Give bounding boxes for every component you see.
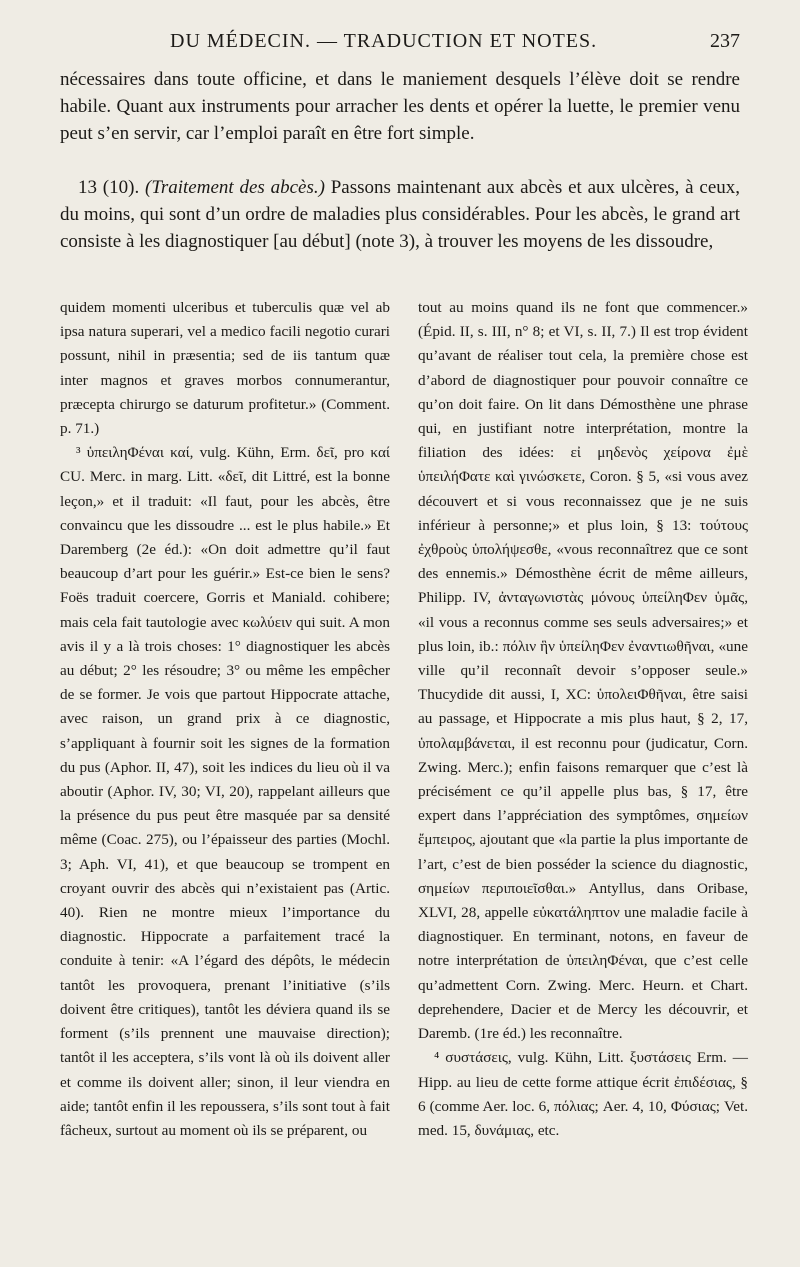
footnote-4: ⁴ συστάσεις, vulg. Kühn, Litt. ξυστάσεις Erm. — Hipp. au lieu de cette forme attique écrit ἐπιδέσιας, § 6 (comme Aer. loc. 6, πόλιας; Aer. 4, 10, Φύσιας; Vet. med. 15, δυνάμιας, etc. xyxy=(418,1049,748,1139)
section-text: Passons maintenant aux abcès et aux ulcères, à ceux, du moins, qui sont d’un ordre de maladies plus considérables. Pour les abcès, le grand art consiste à les diagnostiquer [au début] (note 3), à trouver les moyens de les dissoudre, xyxy=(60,177,741,252)
section-title: (Traitement des abcès.) xyxy=(145,177,325,198)
intro-paragraph: nécessaires dans toute officine, et dans le maniement desquels l’élève doit se rendre habile. Quant aux instruments pour arracher les dents et opérer la luette, le premier venu peut s’en servir, car l’emploi paraît en être fort simple. xyxy=(60,69,740,144)
running-title: DU MÉDECIN. — TRADUCTION ET NOTES. xyxy=(170,30,598,52)
section-13-paragraph xyxy=(60,174,740,255)
notes-left-column xyxy=(60,296,390,1143)
footnote-3: ³ ὑπειληΦέναι καί, vulg. Kühn, Erm. δεῖ, pro καί CU. Merc. in marg. Litt. «δεῖ, dit Littré, est la bonne leçon,» et il traduit: «Il faut, pour les abcès, être convaincu que les dissoudre ... est le plus habile.» Et Daremberg (2e éd.): «On doit admettre qu’il faut beaucoup d’art pour les guérir.» Est-ce bien le sens? Foës traduit coercere, Gorris et Manіald. cohibere; mais cela fait tautologie avec κωλύειν qui suit. A mon avis il y a là trois choses: 1° diagnostiquer les abcès au début; 2° les résoudre; 3° ou même les empêcher de se former. Je vois que partout Hippocrate attache, avec raison, un grand prix à ce diagnostic, s’appliquant à fournir soit les signes de la formation du pus (Aphor. II, 47), soit les indices du lieu où il va aboutir (Aphor. IV, 30; VI, 20), rappelant ailleurs que la présence du pus peut être masquée par sa densité même (Coac. 275), ou l’épaisseur des parties (Mochl. 3; Aph. VI, 41), et que beaucoup se trompent en croyant ouvrir des abcès qui n’existaient pas (Artic. 40). Rien ne montre mieux l’importance du diagnostic. Hippocrate a parfaitement tracé la conduite à tenir: «A l’égard des dépôts, le médecin tantôt les provoquera, prenant l’initiative (s’ils doivent être critiques), tantôt les déviera quand ils se forment (s’ils prennent une mauvaise direction); tantôt il les acceptera, s’ils vont là où ils doivent aller et comme ils doivent aller; sinon, il leur viendra en aide; tantôt enfin il les repoussera, s’ils sont tout à fait fâcheux, surtout au moment où ils se préparent, ou xyxy=(60,444,390,1139)
notes-right-column xyxy=(418,296,748,1143)
section-number: 13 (10). xyxy=(78,177,140,198)
footnote-3-continued: tout au moins quand ils ne font que commencer.» (Épid. II, s. III, n° 8; et VI, s. II, 7.) Il est trop évident qu’avant de réaliser tout cela, la première chose est d’abord de diagnostiquer pour pouvoir connaître ce qu’on doit faire. On lit dans Démosthène une phrase qui, en justifiant notre interprétation, montre la filiation des idées: εἰ μηδενὸς χείρονα ἐμὲ ὑπειλήΦατε καὶ γινώσκετε, Coron. § 5, «si vous avez découvert et si vous reconnaissez que je ne suis inférieur à personne;» et plus loin, § 13: τούτους ἐχθροὺς ὑπολήψεσθε, «vous reconnaîtrez que ce sont des ennemis.» Démosthène écrit de même ailleurs, Philipp. IV, ἀνταγωνιστὰς μόνους ὑπείληΦεν ὑμᾶς, «il vous a reconnus comme ses seuls adversaires;» et plus loin, ib.: πόλιν ἣν ὑπείληΦεν ἐναντιωθῆναι, «une ville qu’il reconnaît devoir s’opposer seule.» Thucydide dit aussi, I, XC: ὑπολειΦθῆναι, être saisi au passage, et Hippocrate a mis plus haut, § 2, 17, ὑπολαμβάνεται, il est reconnu pour (judicatur, Corn. Zwing. Merc.); enfin faisons remarquer que c’est là précisément ce qu’il appelle plus bas, § 17, être expert dans l’appréciation des symptômes, σημείων ἔμπειρος, ajoutant que «la partie la plus importante de l’art, c’est de bien posséder la science du diagnostic, σημείων περιποιεῖσθαι.» Antyllus, dans Oribase, XLVI, 28, appelle εὐκατάληπτον une maladie facile à diagnostiquer. En terminant, notons, en faveur de notre interprétation de ὑπειληΦέναι, que c’est celle qu’admettent Corn. Zwing. Merc. Heurn. et Chart. deprehendere, Dacier et de Mercy les découvrir, et Daremb. (1re éd.) les reconnaître. xyxy=(418,299,748,1043)
page-header xyxy=(60,30,740,60)
note-continuation: quidem momenti ulceribus et tuberculis quæ vel ab ipsa natura superari, vel a medico facili negotio curari possunt, nihil in præsentia; sed de iis tantum quæ inter magnos et graves morbos connumerantur, præcepta chirurgo se daturum profitetur.» (Comment. p. 71.) xyxy=(60,299,390,438)
page-number: 237 xyxy=(710,30,740,52)
